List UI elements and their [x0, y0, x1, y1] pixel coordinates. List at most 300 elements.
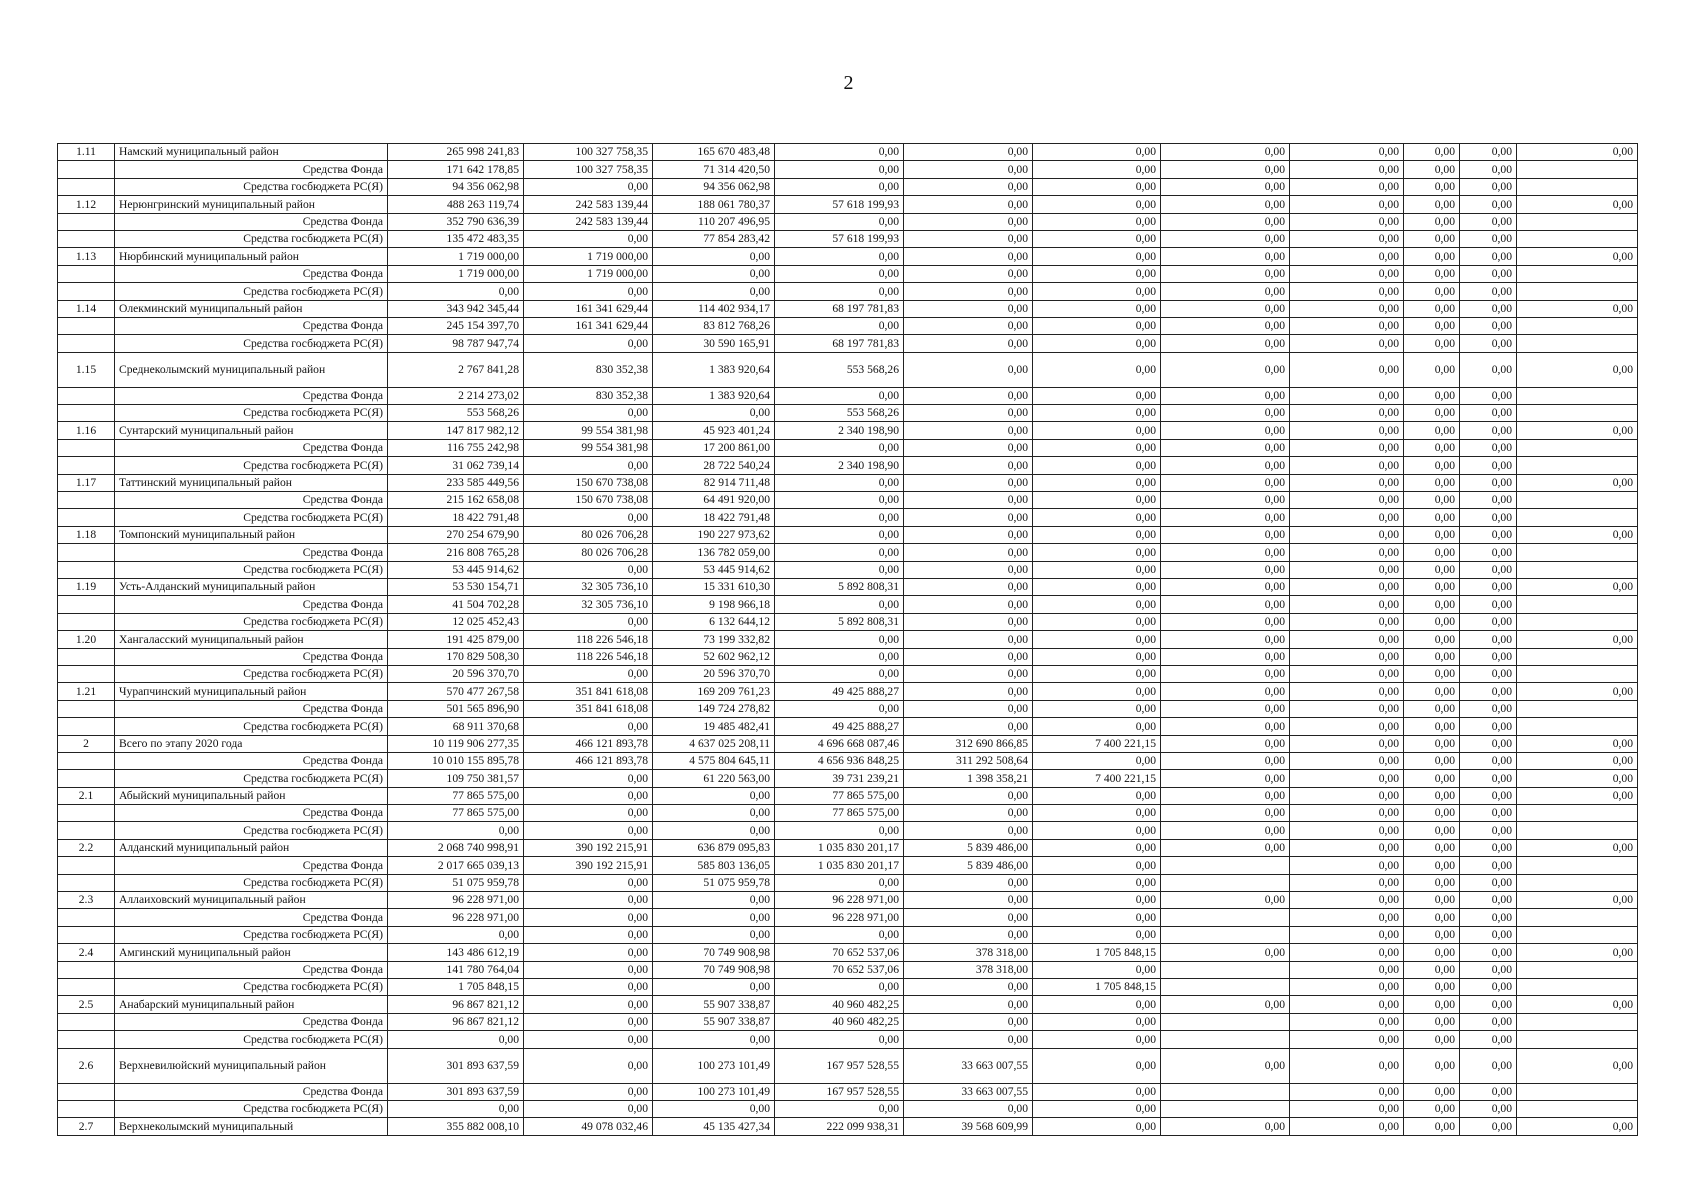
amount-cell: 0,00 — [904, 387, 1033, 404]
amount-cell: 5 839 486,00 — [904, 839, 1033, 856]
amount-cell: 0,00 — [904, 248, 1033, 265]
funding-source-label: Средства Фонда — [115, 752, 388, 769]
amount-cell: 0,00 — [1033, 161, 1161, 178]
amount-cell: 0,00 — [1460, 613, 1517, 630]
amount-cell: 488 263 119,74 — [388, 196, 524, 213]
amount-cell: 161 341 629,44 — [524, 317, 653, 334]
amount-cell: 0,00 — [1033, 1100, 1161, 1117]
amount-cell: 355 882 008,10 — [388, 1118, 524, 1135]
amount-cell — [1517, 700, 1638, 717]
district-name: Томпонский муниципальный район — [115, 526, 388, 543]
amount-cell: 100 273 101,49 — [653, 1048, 775, 1083]
amount-cell: 0,00 — [1033, 805, 1161, 822]
table-row — [58, 839, 1638, 856]
amount-cell: 0,00 — [653, 926, 775, 943]
table-row — [58, 405, 1638, 422]
amount-cell: 49 425 888,27 — [775, 683, 904, 700]
amount-cell: 0,00 — [775, 926, 904, 943]
amount-cell: 141 780 764,04 — [388, 961, 524, 978]
amount-cell: 0,00 — [1290, 300, 1404, 317]
amount-cell: 0,00 — [1161, 561, 1290, 578]
amount-cell: 0,00 — [1517, 787, 1638, 804]
amount-cell: 0,00 — [1290, 1083, 1404, 1100]
amount-cell: 51 075 959,78 — [388, 874, 524, 891]
table-row — [58, 822, 1638, 839]
district-name: Сунтарский муниципальный район — [115, 422, 388, 439]
amount-cell: 0,00 — [653, 892, 775, 909]
amount-cell: 4 656 936 848,25 — [775, 752, 904, 769]
amount-cell: 118 226 546,18 — [524, 631, 653, 648]
amount-cell: 830 352,38 — [524, 387, 653, 404]
amount-cell: 0,00 — [1033, 526, 1161, 543]
row-number — [58, 752, 115, 769]
amount-cell: 0,00 — [1033, 578, 1161, 595]
amount-cell: 0,00 — [1460, 317, 1517, 334]
amount-cell: 0,00 — [1460, 787, 1517, 804]
amount-cell: 0,00 — [1033, 213, 1161, 230]
amount-cell: 1 705 848,15 — [388, 978, 524, 995]
amount-cell: 61 220 563,00 — [653, 770, 775, 787]
amount-cell: 0,00 — [1404, 787, 1460, 804]
amount-cell: 311 292 508,64 — [904, 752, 1033, 769]
row-number — [58, 596, 115, 613]
amount-cell: 0,00 — [1033, 230, 1161, 247]
amount-cell — [1517, 317, 1638, 334]
amount-cell: 0,00 — [1290, 405, 1404, 422]
amount-cell: 0,00 — [1517, 770, 1638, 787]
amount-cell: 0,00 — [1033, 839, 1161, 856]
table-row — [58, 161, 1638, 178]
amount-cell: 466 121 893,78 — [524, 752, 653, 769]
funding-source-label: Средства Фонда — [115, 439, 388, 456]
table-row — [58, 996, 1638, 1013]
amount-cell: 0,00 — [775, 631, 904, 648]
amount-cell: 77 854 283,42 — [653, 230, 775, 247]
amount-cell: 0,00 — [904, 926, 1033, 943]
amount-cell: 0,00 — [904, 648, 1033, 665]
amount-cell: 0,00 — [1290, 439, 1404, 456]
amount-cell: 0,00 — [1404, 978, 1460, 995]
amount-cell: 0,00 — [775, 665, 904, 682]
amount-cell: 100 273 101,49 — [653, 1083, 775, 1100]
row-number — [58, 213, 115, 230]
amount-cell: 0,00 — [1290, 335, 1404, 352]
amount-cell: 18 422 791,48 — [388, 509, 524, 526]
amount-cell: 0,00 — [1033, 422, 1161, 439]
amount-cell: 0,00 — [1290, 526, 1404, 543]
row-number — [58, 770, 115, 787]
row-number: 1.14 — [58, 300, 115, 317]
amount-cell: 0,00 — [1033, 892, 1161, 909]
amount-cell: 0,00 — [1460, 857, 1517, 874]
table-row — [58, 857, 1638, 874]
amount-cell: 0,00 — [1404, 492, 1460, 509]
amount-cell: 2 340 198,90 — [775, 457, 904, 474]
amount-cell: 0,00 — [1290, 213, 1404, 230]
amount-cell: 0,00 — [1404, 1083, 1460, 1100]
row-number: 1.11 — [58, 144, 115, 161]
amount-cell: 0,00 — [1290, 544, 1404, 561]
amount-cell: 167 957 528,55 — [775, 1048, 904, 1083]
amount-cell: 0,00 — [1290, 1118, 1404, 1135]
table-row — [58, 596, 1638, 613]
amount-cell: 0,00 — [904, 683, 1033, 700]
table-row — [58, 1013, 1638, 1030]
amount-cell: 0,00 — [524, 822, 653, 839]
amount-cell: 0,00 — [1460, 735, 1517, 752]
amount-cell: 0,00 — [904, 1013, 1033, 1030]
amount-cell: 0,00 — [1517, 526, 1638, 543]
amount-cell: 0,00 — [1161, 265, 1290, 282]
amount-cell: 0,00 — [1460, 805, 1517, 822]
amount-cell: 0,00 — [1290, 839, 1404, 856]
table-row — [58, 665, 1638, 682]
amount-cell: 1 035 830 201,17 — [775, 839, 904, 856]
table-row — [58, 178, 1638, 195]
amount-cell: 0,00 — [524, 944, 653, 961]
amount-cell: 0,00 — [388, 1100, 524, 1117]
amount-cell: 0,00 — [653, 978, 775, 995]
amount-cell: 242 583 139,44 — [524, 213, 653, 230]
amount-cell: 5 892 808,31 — [775, 578, 904, 595]
row-number — [58, 718, 115, 735]
amount-cell: 0,00 — [1517, 474, 1638, 491]
amount-cell: 0,00 — [1404, 613, 1460, 630]
amount-cell: 53 445 914,62 — [388, 561, 524, 578]
amount-cell: 0,00 — [1033, 1083, 1161, 1100]
amount-cell: 41 504 702,28 — [388, 596, 524, 613]
amount-cell: 0,00 — [1161, 648, 1290, 665]
amount-cell: 0,00 — [1033, 178, 1161, 195]
amount-cell: 0,00 — [904, 213, 1033, 230]
amount-cell — [1161, 1083, 1290, 1100]
amount-cell: 0,00 — [1404, 700, 1460, 717]
amount-cell: 1 705 848,15 — [1033, 978, 1161, 995]
amount-cell: 0,00 — [1404, 631, 1460, 648]
amount-cell: 0,00 — [904, 596, 1033, 613]
district-name: Анабарский муниципальный район — [115, 996, 388, 1013]
district-name: Чурапчинский муниципальный район — [115, 683, 388, 700]
funding-source-label: Средства Фонда — [115, 857, 388, 874]
amount-cell — [1517, 961, 1638, 978]
amount-cell: 0,00 — [1517, 752, 1638, 769]
amount-cell: 0,00 — [1404, 839, 1460, 856]
amount-cell: 0,00 — [775, 648, 904, 665]
amount-cell: 0,00 — [1460, 1118, 1517, 1135]
amount-cell: 100 327 758,35 — [524, 161, 653, 178]
amount-cell: 0,00 — [1161, 509, 1290, 526]
amount-cell: 0,00 — [653, 822, 775, 839]
amount-cell: 0,00 — [1460, 248, 1517, 265]
amount-cell: 215 162 658,08 — [388, 492, 524, 509]
amount-cell — [1517, 230, 1638, 247]
amount-cell: 49 078 032,46 — [524, 1118, 653, 1135]
amount-cell: 0,00 — [1460, 752, 1517, 769]
amount-cell: 0,00 — [1033, 683, 1161, 700]
amount-cell: 352 790 636,39 — [388, 213, 524, 230]
amount-cell: 0,00 — [1161, 213, 1290, 230]
amount-cell: 0,00 — [904, 457, 1033, 474]
amount-cell: 0,00 — [1161, 352, 1290, 387]
amount-cell: 0,00 — [904, 561, 1033, 578]
row-number — [58, 822, 115, 839]
amount-cell: 0,00 — [1517, 196, 1638, 213]
amount-cell: 96 867 821,12 — [388, 996, 524, 1013]
amount-cell: 0,00 — [1161, 944, 1290, 961]
amount-cell: 0,00 — [524, 770, 653, 787]
amount-cell: 0,00 — [524, 665, 653, 682]
amount-cell: 0,00 — [1404, 544, 1460, 561]
amount-cell: 0,00 — [1033, 265, 1161, 282]
amount-cell: 0,00 — [1290, 752, 1404, 769]
amount-cell — [1517, 857, 1638, 874]
amount-cell: 0,00 — [1161, 492, 1290, 509]
amount-cell: 0,00 — [1033, 509, 1161, 526]
amount-cell: 73 199 332,82 — [653, 631, 775, 648]
table-row — [58, 1083, 1638, 1100]
amount-cell: 0,00 — [1460, 578, 1517, 595]
row-number: 2.3 — [58, 892, 115, 909]
amount-cell: 0,00 — [1404, 300, 1460, 317]
amount-cell — [1517, 161, 1638, 178]
amount-cell: 68 197 781,83 — [775, 335, 904, 352]
amount-cell: 0,00 — [524, 561, 653, 578]
amount-cell: 0,00 — [775, 978, 904, 995]
amount-cell: 0,00 — [1033, 544, 1161, 561]
amount-cell: 0,00 — [653, 805, 775, 822]
funding-source-label: Средства госбюджета РС(Я) — [115, 613, 388, 630]
amount-cell: 0,00 — [1161, 1118, 1290, 1135]
amount-cell: 0,00 — [524, 874, 653, 891]
funding-source-label: Средства госбюджета РС(Я) — [115, 283, 388, 300]
amount-cell: 0,00 — [1404, 335, 1460, 352]
amount-cell — [1517, 387, 1638, 404]
amount-cell: 0,00 — [1404, 405, 1460, 422]
amount-cell: 0,00 — [1517, 578, 1638, 595]
amount-cell — [1517, 978, 1638, 995]
amount-cell — [1517, 492, 1638, 509]
amount-cell: 0,00 — [524, 961, 653, 978]
table-row — [58, 283, 1638, 300]
amount-cell — [1517, 213, 1638, 230]
amount-cell: 0,00 — [1033, 1031, 1161, 1048]
amount-cell: 0,00 — [1290, 892, 1404, 909]
table-row — [58, 752, 1638, 769]
amount-cell: 9 198 966,18 — [653, 596, 775, 613]
amount-cell: 0,00 — [1290, 857, 1404, 874]
amount-cell: 0,00 — [775, 144, 904, 161]
amount-cell: 390 192 215,91 — [524, 839, 653, 856]
table-row — [58, 961, 1638, 978]
amount-cell: 0,00 — [1460, 1100, 1517, 1117]
amount-cell: 70 749 908,98 — [653, 961, 775, 978]
amount-cell: 118 226 546,18 — [524, 648, 653, 665]
amount-cell: 0,00 — [653, 248, 775, 265]
district-name: Нерюнгринский муниципальный район — [115, 196, 388, 213]
funding-source-label: Средства госбюджета РС(Я) — [115, 874, 388, 891]
district-name: Амгинский муниципальный район — [115, 944, 388, 961]
amount-cell: 57 618 199,93 — [775, 230, 904, 247]
amount-cell — [1517, 665, 1638, 682]
row-number — [58, 700, 115, 717]
amount-cell: 0,00 — [524, 283, 653, 300]
row-number — [58, 335, 115, 352]
table-row — [58, 492, 1638, 509]
district-name: Таттинский муниципальный район — [115, 474, 388, 491]
row-number: 2.6 — [58, 1048, 115, 1083]
amount-cell: 0,00 — [1517, 839, 1638, 856]
amount-cell: 0,00 — [775, 265, 904, 282]
page-number: 2 — [843, 72, 854, 94]
amount-cell: 0,00 — [1404, 561, 1460, 578]
amount-cell: 312 690 866,85 — [904, 735, 1033, 752]
amount-cell: 165 670 483,48 — [653, 144, 775, 161]
amount-cell: 0,00 — [1161, 161, 1290, 178]
district-name: Олекминский муниципальный район — [115, 300, 388, 317]
amount-cell: 0,00 — [904, 613, 1033, 630]
amount-cell: 0,00 — [1404, 509, 1460, 526]
amount-cell: 4 696 668 087,46 — [775, 735, 904, 752]
amount-cell: 0,00 — [1290, 509, 1404, 526]
amount-cell: 0,00 — [1033, 439, 1161, 456]
amount-cell: 1 035 830 201,17 — [775, 857, 904, 874]
table-row — [58, 700, 1638, 717]
amount-cell — [1517, 178, 1638, 195]
amount-cell: 0,00 — [1404, 1048, 1460, 1083]
amount-cell: 0,00 — [1460, 161, 1517, 178]
amount-cell: 0,00 — [904, 439, 1033, 456]
amount-cell: 0,00 — [1517, 944, 1638, 961]
amount-cell: 270 254 679,90 — [388, 526, 524, 543]
amount-cell: 0,00 — [1460, 926, 1517, 943]
funding-source-label: Средства госбюджета РС(Я) — [115, 1100, 388, 1117]
amount-cell: 0,00 — [1290, 1031, 1404, 1048]
amount-cell: 301 893 637,59 — [388, 1048, 524, 1083]
table-row — [58, 874, 1638, 891]
amount-cell: 99 554 381,98 — [524, 422, 653, 439]
amount-cell: 96 228 971,00 — [775, 909, 904, 926]
amount-cell: 0,00 — [1290, 735, 1404, 752]
amount-cell: 0,00 — [775, 822, 904, 839]
amount-cell: 55 907 338,87 — [653, 996, 775, 1013]
amount-cell — [1517, 1013, 1638, 1030]
amount-cell: 77 865 575,00 — [388, 805, 524, 822]
amount-cell: 99 554 381,98 — [524, 439, 653, 456]
amount-cell: 0,00 — [904, 805, 1033, 822]
amount-cell: 0,00 — [1460, 144, 1517, 161]
amount-cell: 1 398 358,21 — [904, 770, 1033, 787]
amount-cell: 0,00 — [1161, 996, 1290, 1013]
amount-cell: 0,00 — [1404, 1031, 1460, 1048]
amount-cell: 0,00 — [1033, 822, 1161, 839]
amount-cell: 167 957 528,55 — [775, 1083, 904, 1100]
amount-cell: 0,00 — [1161, 196, 1290, 213]
amount-cell: 0,00 — [1460, 770, 1517, 787]
amount-cell: 5 892 808,31 — [775, 613, 904, 630]
row-number: 2.2 — [58, 839, 115, 856]
amount-cell: 0,00 — [904, 631, 1033, 648]
amount-cell: 0,00 — [1517, 1118, 1638, 1135]
amount-cell: 0,00 — [1033, 857, 1161, 874]
amount-cell: 0,00 — [1404, 213, 1460, 230]
row-number — [58, 439, 115, 456]
row-number — [58, 1083, 115, 1100]
amount-cell: 0,00 — [904, 405, 1033, 422]
amount-cell: 0,00 — [1161, 578, 1290, 595]
funding-source-label: Средства Фонда — [115, 805, 388, 822]
amount-cell: 0,00 — [904, 352, 1033, 387]
amount-cell: 0,00 — [1033, 561, 1161, 578]
amount-cell: 0,00 — [775, 1100, 904, 1117]
district-name: Верхневилюйский муниципальный район — [115, 1048, 388, 1083]
amount-cell: 0,00 — [1290, 1048, 1404, 1083]
amount-cell: 64 491 920,00 — [653, 492, 775, 509]
amount-cell: 0,00 — [775, 474, 904, 491]
table-row — [58, 439, 1638, 456]
amount-cell: 378 318,00 — [904, 944, 1033, 961]
amount-cell: 0,00 — [775, 213, 904, 230]
amount-cell: 0,00 — [1517, 892, 1638, 909]
table-body — [58, 144, 1638, 1136]
amount-cell — [1161, 961, 1290, 978]
amount-cell: 0,00 — [1460, 648, 1517, 665]
amount-cell: 0,00 — [1290, 909, 1404, 926]
amount-cell: 351 841 618,08 — [524, 700, 653, 717]
amount-cell — [1161, 857, 1290, 874]
amount-cell: 0,00 — [524, 1048, 653, 1083]
amount-cell — [1517, 1083, 1638, 1100]
row-number — [58, 457, 115, 474]
amount-cell — [1517, 613, 1638, 630]
amount-cell: 0,00 — [524, 909, 653, 926]
amount-cell: 0,00 — [524, 509, 653, 526]
amount-cell: 0,00 — [904, 300, 1033, 317]
amount-cell: 1 719 000,00 — [388, 248, 524, 265]
table-row — [58, 300, 1638, 317]
amount-cell: 0,00 — [524, 978, 653, 995]
amount-cell: 0,00 — [1460, 961, 1517, 978]
row-number: 2.1 — [58, 787, 115, 804]
amount-cell: 0,00 — [1404, 178, 1460, 195]
amount-cell: 80 026 706,28 — [524, 544, 653, 561]
amount-cell: 0,00 — [904, 718, 1033, 735]
district-name: Аллаиховский муниципальный район — [115, 892, 388, 909]
amount-cell: 114 402 934,17 — [653, 300, 775, 317]
amount-cell: 0,00 — [1161, 665, 1290, 682]
amount-cell: 0,00 — [1460, 718, 1517, 735]
amount-cell: 0,00 — [524, 335, 653, 352]
amount-cell: 222 099 938,31 — [775, 1118, 904, 1135]
amount-cell — [1517, 805, 1638, 822]
amount-cell: 0,00 — [1517, 683, 1638, 700]
amount-cell: 0,00 — [1404, 665, 1460, 682]
amount-cell: 32 305 736,10 — [524, 578, 653, 595]
amount-cell: 636 879 095,83 — [653, 839, 775, 856]
amount-cell: 0,00 — [1290, 248, 1404, 265]
amount-cell: 0,00 — [1460, 944, 1517, 961]
amount-cell — [1517, 544, 1638, 561]
amount-cell: 0,00 — [1033, 1048, 1161, 1083]
amount-cell: 94 356 062,98 — [388, 178, 524, 195]
amount-cell: 0,00 — [524, 718, 653, 735]
amount-cell — [1517, 509, 1638, 526]
row-number — [58, 648, 115, 665]
district-name: Усть-Алданский муниципальный район — [115, 578, 388, 595]
amount-cell: 0,00 — [1517, 248, 1638, 265]
amount-cell: 0,00 — [1460, 544, 1517, 561]
amount-cell: 0,00 — [775, 492, 904, 509]
amount-cell: 0,00 — [1290, 317, 1404, 334]
